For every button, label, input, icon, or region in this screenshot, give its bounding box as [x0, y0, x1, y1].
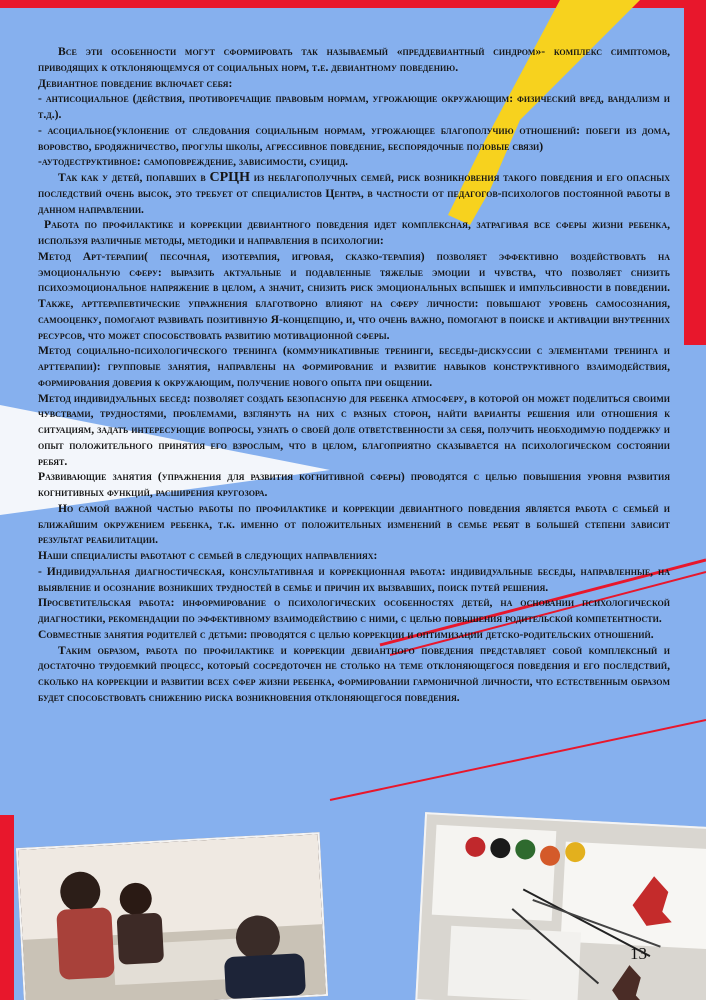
paragraph: Девиантное поведение включает себя: [38, 76, 233, 90]
article-text [38, 44, 670, 706]
paragraph: Но самой важной частью работы по профилактике и коррекции девиантного поведения является работа с семьей и ближайшим окружением ребенка, т.к. именно от положительных изменений в семье ребят в большей степени зависит результат реабилитации. [38, 501, 670, 547]
photo-family-session [16, 832, 328, 1000]
paragraph: Все эти особенности могут сформировать так называемый «преддевиантный синдром»- комплекс симптомов, приводящих к отклоняющемуся от социальных норм, т.е. девиантному поведению. [38, 45, 670, 74]
paragraph: Метод Арт-терапии( песочная, изотерапия, игровая, сказко-терапия) позволяет эффективно воздействовать на эмоциональную сферу: выразить актуальные и подавленные тяжелые эмоции и чувства, что позволяет снизить психоэмоциональное напряжение в целом, а значит, снизить риск эмоциональных вспышек и импульсивности в поведении. Также, арттерапевтические упражнения благотворно влияют на сферу личности: повышают уровень самосознания, самооценку, помогают развивать позитивную Я-концепцию, и, что очень важно, помогают в поиске и активации внутренних ресурсов, что может способствовать развитию мотивационной сферы. [38, 249, 670, 342]
paragraph-text-end: из неблагополучных семей, риск возникновения такого поведения и его опасных последствий очень высок, это требует от специалистов Центра, в частности от педагогов-психологов постоянной работы в данном направлении. [38, 171, 670, 216]
paragraph: Таким образом, работа по профилактике и коррекции девиантного поведения представляет собой комплексный и достаточно трудоемкий процесс, который сосредоточен не столько на теме отклоняющегося поведения и его последствий, сколько на коррекции и развитии всех сфер жизни ребенка, формировании гармоничной личности, что естественным образом будет способствовать снижению риска возникновения отклоняющегося поведения. [38, 643, 670, 704]
paragraph: - Индивидуальная диагностическая, консультативная и коррекционная работа: индивидуальные беседы, направленные, на выявление и осознание возникших трудностей в семье и причин их вызвавших, поиск путей решения. [38, 564, 670, 594]
paragraph [38, 170, 670, 217]
paragraph: Метод индивидуальных бесед: позволяет создать безопасную для ребенка атмосферу, в которой он может поделиться своими чувствами, трудностями, проблемами, взглянуть на них с разных сторон, найти варианты решения или отношения к ситуациям, задать интересующие вопросы, узнать о своей доле ответственности за себя, получить необходимую поддержку и опыт положительного принятия его взрослым, что в целом, благоприятно сказывается на психологическом состоянии ребят. [38, 391, 670, 468]
paragraph: - антисоциальное (действия, противоречащие правовым нормам, угрожающие окружающим: физический вред, вандализм и т.д.). [38, 92, 670, 121]
paragraph: Совместные занятия родителей с детьми: проводятся с целью коррекции и оптимизации детско-родительских отношений. [38, 627, 654, 641]
photo-art-therapy [415, 812, 706, 1000]
paragraph-strong-text: СРЦН [209, 170, 250, 185]
paragraph: Развивающие занятия (упражнения для развития когнитивной сферы) проводятся с целью повышения уровня развития когнитивных функций, расширения кругозора. [38, 470, 670, 499]
photo-family-session-image [18, 834, 326, 1000]
red-strip-left [0, 815, 14, 1000]
red-line-3 [330, 720, 706, 800]
paragraph: Наши специалисты работают с семьей в следующих направлениях: [38, 549, 378, 562]
paragraph: -аутодеструктивное: самоповреждение, зависимости, суицид. [38, 155, 349, 169]
paragraph: - асоциальное(уклонение от следования социальным нормам, угрожающее благополучию отношений: побеги из дома, воровство, бродяжничество, прогулы школы, агрессивное поведение, беспорядочные половые связи) [38, 123, 670, 153]
photo-art-therapy-image [417, 814, 706, 1000]
paragraph: Работа по профилактике и коррекции девиантного поведения идет комплексная, затрагивая все сферы жизни ребенка, используя различные методы, методики и направления в психологии: [38, 218, 670, 247]
paragraph-text-start: Так как у детей, попавших в [58, 171, 210, 184]
red-side-bar [684, 0, 706, 345]
paragraph: Просветительская работа: информирование о психологических особенностях детей, на основании психологической диагностики, рекомендации по эффективному взаимодействию с ними, с целью повышения родительской компетентности. [38, 596, 670, 625]
paragraph: Метод социально-психологического тренинга (коммуникативные тренинги, беседы-дискуссии с элементами тренинга и арттерапии): групповые занятия, направлены на формирование и развитие навыков конструктивного взаимодействия, формирования доверия к окружающим, получение нового опыта при общении. [38, 344, 670, 389]
page-number: 13 [630, 944, 647, 963]
